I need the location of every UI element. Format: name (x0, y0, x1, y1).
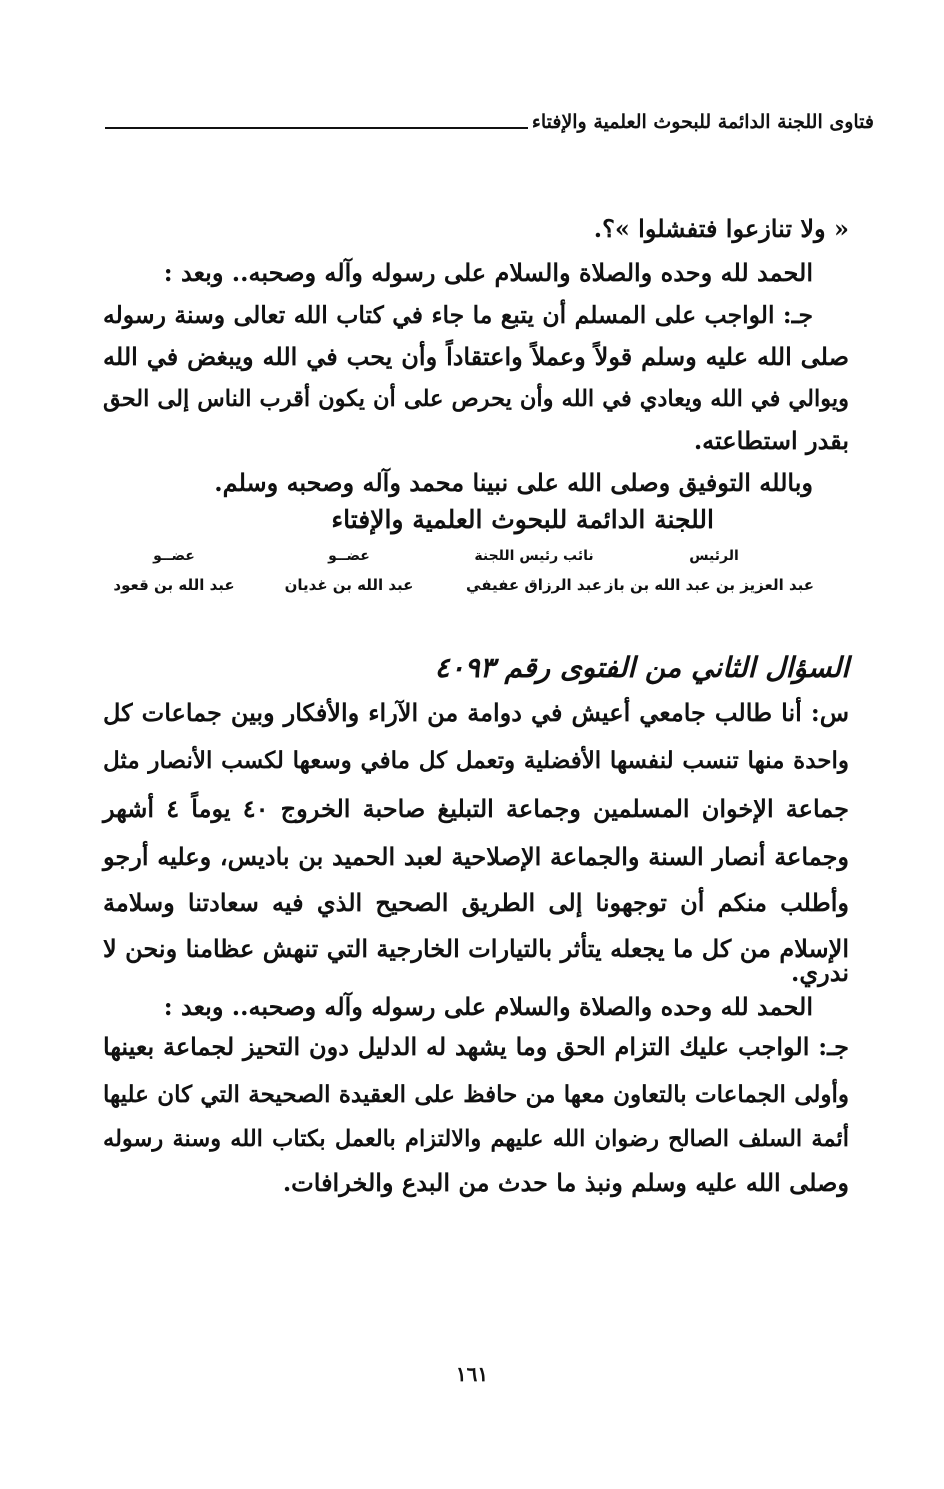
question-line: ندري. (790, 958, 849, 987)
signatory-role: عضــو (153, 548, 195, 564)
answer-line: وصلى الله عليه وسلم ونبذ ما حدث من البدع والخرافات. (282, 1168, 849, 1197)
signatory-name: عبد الله بن قعود (113, 576, 235, 594)
answer-line: صلى الله عليه وسلم قولاً وعملاً واعتقاداً وأن يحب في الله ويبغض في الله (103, 342, 849, 371)
question-line: وجماعة أنصار السنة والجماعة الإصلاحية لعبد الحميد بن باديس، وعليه أرجو (103, 842, 849, 871)
signatory-role: نائب رئيس اللجنة (474, 548, 594, 564)
signatory-name: عبد الله بن غديان (284, 576, 414, 594)
question-2-title: السؤال الثاني من الفتوى رقم ٤٠٩٣ (434, 651, 849, 684)
answer-line: بقدر استطاعته. (693, 426, 849, 455)
answer-line: جـ: الواجب عليك التزام الحق وما يشهد له الدليل دون التحيز لجماعة بعينها (103, 1032, 849, 1061)
question-line: س: أنا طالب جامعي أعيش في دوامة من الآراء والأفكار وبين جماعات كل (103, 698, 849, 727)
signatory-role: الرئيس (689, 548, 739, 564)
praise-line: الحمد لله وحده والصلاة والسلام على رسوله وآله وصحبه.. وبعد : (163, 992, 813, 1021)
answer-line: وأولى الجماعات بالتعاون معها من حافظ على العقيدة الصحيحة التي كان عليها (103, 1081, 849, 1108)
question-line: وأطلب منكم أن توجهونا إلى الطريق الصحيح الذي فيه سعادتنا وسلامة (103, 888, 849, 917)
question-line: جماعة الإخوان المسلمين وجماعة التبليغ صاحبة الخروج ٤٠ يوماً ٤ أشهر (103, 794, 849, 823)
answer-line: ويوالي في الله ويعادي في الله وأن يحرص على أن يكون أقرب الناس إلى الحق (103, 386, 849, 412)
signatory-name: عبد الرزاق عفيفي (466, 576, 602, 594)
quote-line: « ولا تنازعوا فتفشلوا »؟. (593, 214, 849, 243)
committee-heading: اللجنة الدائمة للبحوث العلمية والإفتاء (331, 505, 714, 534)
closing-line: وبالله التوفيق وصلى الله على نبينا محمد وآله وصحبه وسلم. (214, 468, 813, 497)
answer-line: جـ: الواجب على المسلم أن يتبع ما جاء في كتاب الله تعالى وسنة رسوله (103, 301, 813, 329)
praise-line: الحمد لله وحده والصلاة والسلام على رسوله وآله وصحبه.. وبعد : (163, 258, 813, 287)
question-line: واحدة منها تنسب لنفسها الأفضلية وتعمل كل مافي وسعها لكسب الأنصار مثل (103, 747, 849, 774)
answer-line: أئمة السلف الصالح رضوان الله عليهم والالتزام بالعمل بكتاب الله وسنة رسوله (103, 1126, 849, 1152)
answer-2-block (103, 0, 849, 1489)
running-title: فتاوى اللجنة الدائمة للبحوث العلمية والإفتاء (531, 111, 874, 133)
question-line: الإسلام من كل ما يجعله يتأثر بالتيارات الخارجية التي تنهش عظامنا ونحن لا (103, 934, 849, 963)
page-number: ١٦١ (455, 1362, 489, 1386)
signatory-name: عبد العزيز بن عبد الله بن باز (604, 576, 814, 594)
signatory-role: عضــو (328, 548, 370, 564)
